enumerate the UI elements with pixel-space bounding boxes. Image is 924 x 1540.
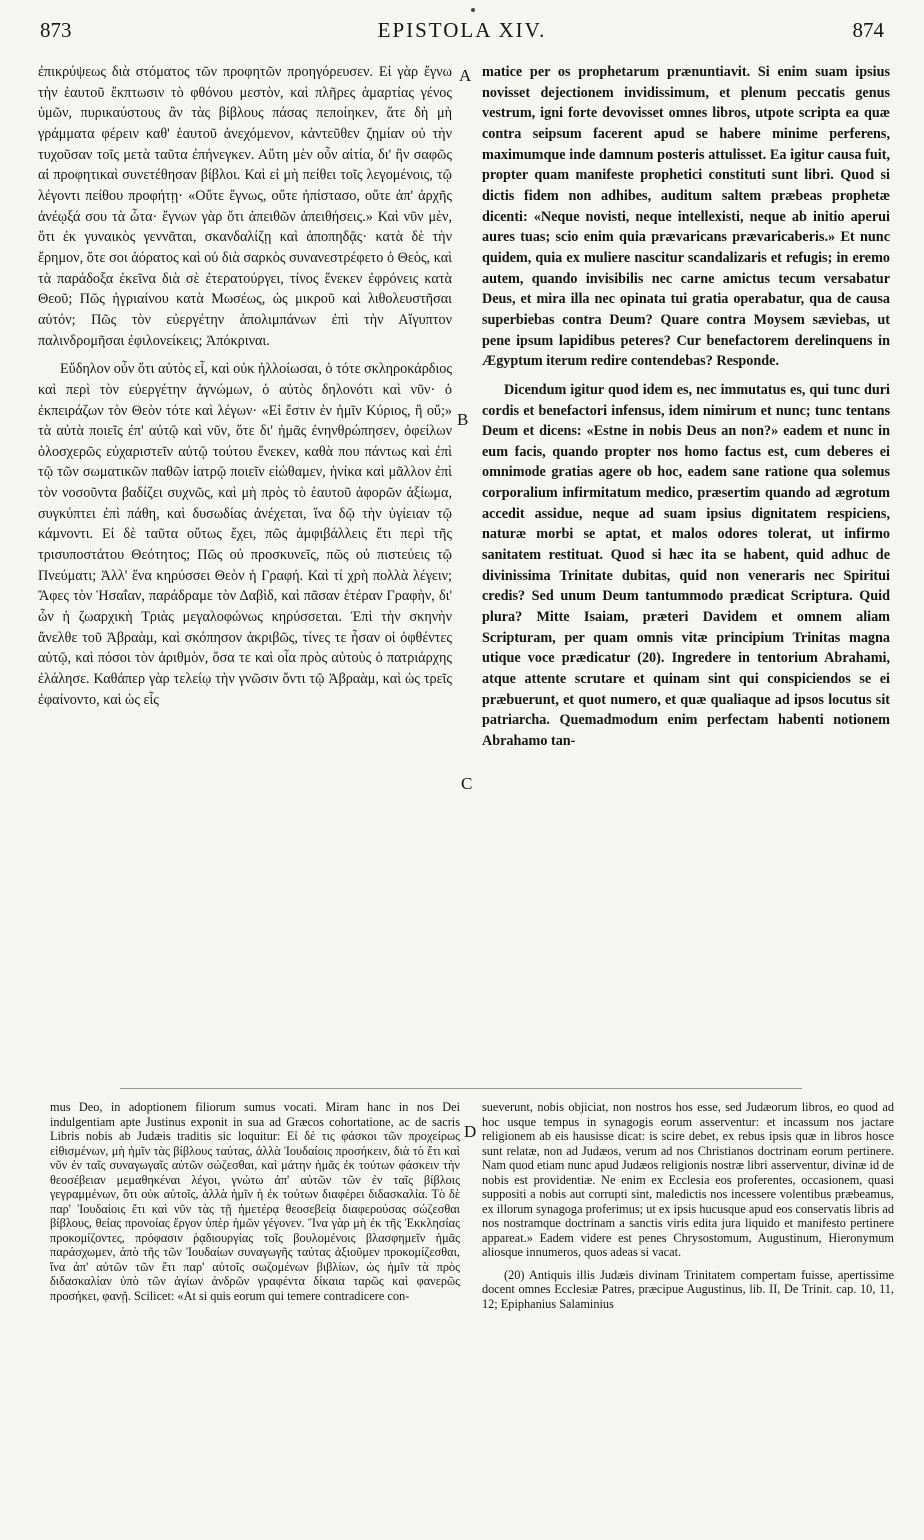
- epistle-title: EPISTOLA XIV.: [377, 18, 547, 42]
- footnote-right-text: sueverunt, nobis objiciat, non nostros hos esse, sed Judæorum libros, eo quod ad hoc usque tempus in synagogis eorum asserventur: et incassum nos jactare religionem ab eis hausisse dicat: is scire debet, ex rebus ipsis quæ in libros hosce sunt relatæ, non ad Judæos, verum ad nos Christianos doctrinam eorum pertinere. Nam quod etiam nunc apud Judæos religionis nostræ libri asserventur, divinæ id de nobis est providentiæ. Ne enim ex Ecclesia eos proferentes, occasionem, quasi suppositi a nobis aut corrupti sint, maledictis nos incessere volentibus præbeamus, ex illorum synagoga proferimus; ut ex ipsis hucusque apud eos conservatis libris ad nos nostramque doctrinam a sanctis viris edita jura liquido et manifesto pertinere appareat.» Eadem videre est penes Chrysostomum, Augustinum, Hieronymum aliosque innumeros, quos adeas si vacat.: [482, 1100, 894, 1259]
- latin-paragraph-1: matice per os prophetarum prænuntiavit. Si enim suam ipsius novisset dejectionem invidissimum, et plenum peccatis genus vestrum, igni forte devovisset omnes libros, utpote scripta ea quæ contra seipsum facerent apud se habere minime perferens, maximumque inde damnum posteris attulisset. Ea igitur causa fuit, propter quam manifeste prophetici constituti sunt libri. Quod si dictis fidem non adhibes, auditum saltem præbeas prophetæ dicenti: «Neque novisti, neque intellexisti, neque ab initio aperui aures tuas; scio enim quia prævaricans prævaricaberis.» Et nunc quidem, quia ex muliere nascitur scandalizaris et refugis; in eremo autem, quando invisibilis nec carne amictus tecum versabatur Deus, et mira illa nec opinata tui gratia operabatur, qua de causa superbiebas contra Deum? Quare contra Moysem sæviebas, ut pene ipsum lapidibus peteres? Cur benefactorem derelinquens in Ægyptum iterum redire contendebas? Responde.: [482, 64, 890, 370]
- footnote-left-text: mus Deo, in adoptionem filiorum sumus vocati. Miram hanc in nos Dei indulgentiam apte Justinus exponit in sua ad Græcos cohortatione, ac de sacris Libris nobis ab Judæis traditis sic loquitur: Εἰ δέ τις φάσκοι τῶν προχείρως εἰθισμένων, μὴ ἡμῖν τὰς βίβλους ταύτας, ἀλλὰ Ἰουδαίοις προσήκειν, διὰ τὸ ἔτι καὶ νῦν ἐν ταῖς συναγωγαῖς αὐτῶν σώζεσθαι, καὶ μάτην ἡμᾶς ἐκ τούτων φάσκειν τὴν θεοσέβειαν μεμαθηκέναι λέγοι, γνώτω ἀπ' αὐτῶν τῶν ἐν ταῖς βίβλοις γεγραμμένων, ὅτι οὐκ αὐτοῖς, ἀλλὰ ἡμῖν ἡ ἐκ τούτων διαφέρει διδασκαλία. Τὸ δὲ παρ' Ἰουδαίοις ἔτι καὶ νῦν τὰς τῇ ἡμετέρᾳ θεοσεβείᾳ διαφερούσας σώζεσθαι βίβλους, θείας προνοίας ἔργον ὑπὲρ ἡμῶν γέγονεν. Ἵνα γὰρ μὴ ἐκ τῆς Ἐκκλησίας προκομίζοντες, πρόφασιν ῥᾳδιουργίας τοῖς βουλομένοις βλασφημεῖν ἡμᾶς παράσχωμεν, ἀπὸ τῆς τῶν Ἰουδαίων συναγωγῆς ταύτας ἀξιοῦμεν προκομίζεσθαι, ἵνα ἀπ' αὐτῶν τῶν ἔτι παρ' αὐτοῖς σωζομένων βιβλίων, ὡς ἡμῖν τὰ πρὸς διδασκαλίαν ὑπὸ τῶν ἁγίων ἀνδρῶν γραφέντα δίκαια ταρῶς καὶ φανερῶς προσήκει, φανῇ. Scilicet: «At si quis eorum qui temere contradicere con-: [50, 1100, 460, 1303]
- margin-letter-c: C: [461, 774, 473, 793]
- greek-text-column: [38, 62, 452, 1080]
- footnote-20: (20) Antiquis illis Judæis divinam Trinitatem compertam fuisse, apertissime docent omnes Ecclesiæ Patres, præcipue Augustinus, lib. II, De Trinit. cap. 10, 11, 12; Epiphanius Salaminius: [482, 1267, 894, 1311]
- page-number-right: 874: [852, 18, 884, 42]
- footnote-separator: [120, 1088, 802, 1089]
- greek-paragraph-2: Εὔδηλον οὖν ὅτι αὐτὸς εἶ, καὶ οὐκ ἠλλοίωσαι, ὁ τότε σκληροκάρδιος καὶ περὶ τὸν εὐεργέτην ἀγνώμων, ὁ αὐτὸς δηλονότι καὶ νῦν· ὁ ἐκπειράζων τὸν Θεὸν τότε καὶ λέγων· «Εἰ ἔστιν ἐν ἡμῖν Κύριος, ἢ οὔ;» τὰ αὐτὰ ποιεῖς ἐπ' αὐτῷ καὶ νῦν, ὅτε δι' ἡμᾶς ἐνηνθρώπησεν, ὀφείλων ὁλοσχερῶς εὐχαριστεῖν αὐτῷ τούτου ἕνεκεν, καθὰ που πάντως καὶ ἐπὶ τῷ τῶν σωματικῶν παθῶν ἰατρῷ ποιεῖν εἰώθαμεν, ἡνίκα καὶ μᾶλλον ἐπὶ τὸν νοσοῦντα βαδίζει συχνῶς, καὶ μὴ πρὸς τὸ ἑαυτοῦ ἀφορῶν ἀξίωμα, συγκύπτει ἐπὶ πάθη, καὶ δυσωδίας ἀνέχεται, ἵνα δῷ τὴν ὑγίειαν τῷ κάμνοντι. Εἰ δὲ ταῦτα οὕτως ἔχει, πῶς ἀμφιβάλλεις ἔτι περὶ τῆς τρισυποστάτου Θεότητος; Πῶς οὐ προσκυνεῖς, πῶς οὐ πιστεύεις τῷ Πνεύματι; Ἀλλ' ἕνα κηρύσσει Θεὸν ἡ Γραφή. Καὶ τί χρὴ πολλὰ λέγειν; Ἄφες τὸν Ἡσαΐαν, παράδραμε τὸν Δαβὶδ, καὶ πᾶσαν ἑτέραν Γραφὴν, δι' ὧν ἡ ζωαρχικὴ Τριὰς μεγαλοφώνως κηρύσσεται. Ἐπὶ τὴν σκηνὴν ἄνελθε τοῦ Ἀβραὰμ, καὶ σκόπησον ἀκριβῶς, τίνες τε ἦσαν οἱ ὀφθέντες αὐτῷ, καὶ πόσοι τὸν ἀριθμὸν, ὅσα τε καὶ οἷα πρὸς αὐτοὺς ὁ πατριάρχης ἐλάλησε. Καθάπερ γὰρ τελείῳ τὴν γνῶσιν ὄντι τῷ Ἀβραὰμ, καὶ ὡς τρεῖς ἐφαίνοντο, καὶ ὡς εἷς: [38, 361, 452, 708]
- footnote-right-column: [482, 1100, 894, 1530]
- margin-letter-a: A: [459, 66, 472, 85]
- footnote-left-column: [50, 1100, 460, 1530]
- margin-letter-b: B: [457, 410, 469, 429]
- latin-text-column: [482, 62, 890, 1080]
- latin-paragraph-2: Dicendum igitur quod idem es, nec immutatus es, qui tunc duri cordis et benefactori infensus, idem nimirum et nunc; tunc tentans Deum et dicens: «Estne in nobis Deus an non?» eadem et nunc in eum facis, quando propter nos homo factus est, cum deberes ei omnimode gratias agere ob hoc, eadem sane ratione qua solemus corporalium infirmitatum medico, præsertim quando ad ægrotum accedit assidue, neque ad suam ipsius dignitatem respiciens, naturæ morbi se aptat, et malos odores tolerat, ut infirmo sanitatem restituat. Quod si hæc ita se habent, quid adhuc de divinissima Trinitate dubitas, quid non veneraris nec Spiritui credis? Sed unum Deum tantummodo prædicat Scriptura. Quid plura? Mitte Isaiam, præteri Davidem et omnem aliam Scripturam, per quam omnis vitæ principium Trinitas magna utique voce prædicatur (20). Ingredere in tentorium Abrahami, atque attente scrutare et quinam sint qui conspiciendos se ei præbuerunt, et quot numero, et quæ qualiaque ad ipsos locutus sit patriarcha. Quemadmodum enim perfectam habenti notionem Abrahamo tan-: [482, 381, 890, 749]
- greek-paragraph-1: ἐπικρύψεως διὰ στόματος τῶν προφητῶν προηγόρευσεν. Εἰ γὰρ ἔγνω τὴν ἑαυτοῦ ἔκπτωσιν τὸ φθόνου μεστὸν, καὶ πλῆρες ἁμαρτίας γένος ὑμῶν, πυρικαύστους ἂν τὰς βίβλους πάσας πεποίηκεν, ἅτε δὴ μὴ γράμματα φέρειν καθ' ἑαυτοῦ ἀνεχόμενον, κἀντεῦθεν ζημίαν οὐ τὴν τυχοῦσαν τοῖς μετὰ ταῦτα ἐπήνεγκεν. Αὕτη μὲν οὖν αἰτία, δι' ἣν σαφῶς αἱ προφητικαὶ συνετέθησαν βίβλοι. Καὶ εἰ μὴ πείθει τοῖς λεγομένοις, τῷ λέγοντι πείθου προφήτῃ· «Οὔτε ἔγνως, οὔτε ἠπίστασο, οὔτε ἀπ' ἀρχῆς ἀνέῳξά σου τὰ ὦτα· ἔγνων γὰρ ὅτι ἀπειθῶν ἀπειθήσεις.» Καὶ νῦν μὲν, ὅτι ἐκ γυναικὸς γεννᾶται, σκανδαλίζῃ καὶ ἀποπηδᾷς· κατὰ δὲ τὴν ἔρημον, ὅτε σοι ἀόρατος καὶ οὐ διὰ σαρκὸς συνανεστρέφετο ὁ Θεὸς, καὶ τὰ παράδοξα ἐκεῖνα διὰ σὲ ἐτερατούργει, τίνος ἕνεκεν ἐφρόνεις κατὰ Θεοῦ; Πῶς ἠγριαίνου κατὰ Μωσέως, ὡς μικροῦ καὶ λιθολευστῆσαι αὐτόν; Πῶς τὸν εὐεργέτην ἀπολιμπάνων ἐπὶ τὴν Αἴγυπτον παλινδρομῆσαι ἐφιλονείκεις; Ἀπόκριναι.: [38, 64, 452, 349]
- page-header: [0, 12, 924, 46]
- page-number-left: 873: [40, 18, 72, 42]
- margin-letter-d: D: [464, 1122, 477, 1141]
